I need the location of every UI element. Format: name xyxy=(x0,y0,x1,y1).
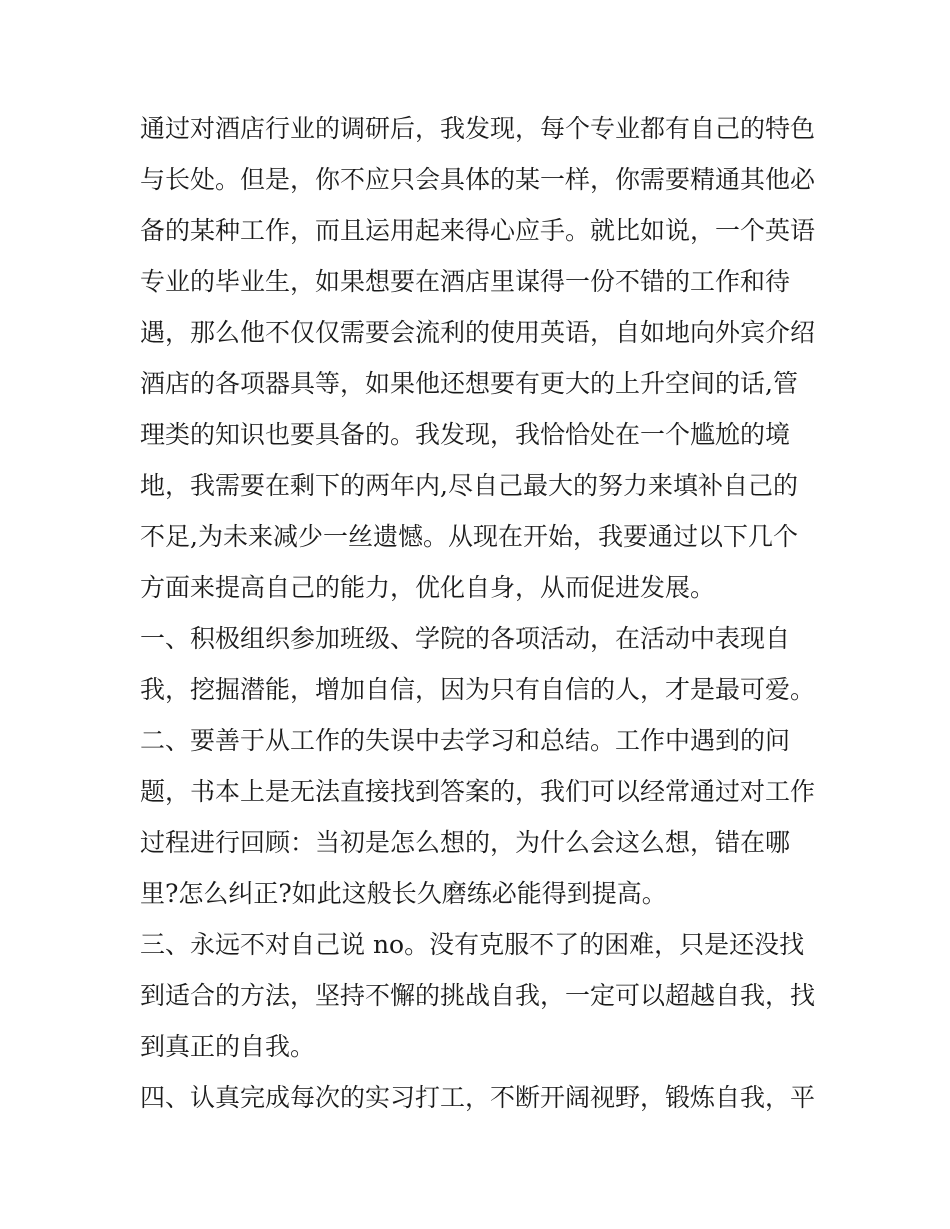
text-line-11: 一、积极组织参加班级、学院的各项活动，在活动中表现自 xyxy=(140,624,791,653)
text-line-10: 方面来提高自己的能力，优化自身，从而促进发展。 xyxy=(140,573,716,602)
text-line-4: 专业的毕业生，如果想要在酒店里谋得一份不错的工作和待 xyxy=(140,267,791,296)
text-line-18: 到适合的方法，坚持不懈的挑战自我，一定可以超越自我，找 xyxy=(140,981,816,1010)
text-line-14: 题，书本上是无法直接找到答案的，我们可以经常通过对工作 xyxy=(140,777,816,806)
text-line-7: 理类的知识也要具备的。我发现，我恰恰处在一个尴尬的境 xyxy=(140,420,791,449)
text-line-8: 地，我需要在剩下的两年内,尽自己最大的努力来填补自己的 xyxy=(140,471,798,500)
document-body xyxy=(140,103,820,1123)
text-line-6: 酒店的各项器具等，如果他还想要有更大的上升空间的话,管 xyxy=(140,369,798,398)
text-line-5: 遇，那么他不仅仅需要会流利的使用英语，自如地向外宾介绍 xyxy=(140,318,816,347)
text-line-13: 二、要善于从工作的失误中去学习和总结。工作中遇到的问 xyxy=(140,726,791,755)
text-line-12: 我，挖掘潜能，增加自信，因为只有自信的人，才是最可爱。 xyxy=(140,675,816,704)
text-line-9: 不足,为未来减少一丝遗憾。从现在开始，我要通过以下几个 xyxy=(140,522,798,551)
text-line-19: 到真正的自我。 xyxy=(140,1032,316,1061)
text-line-16: 里?怎么纠正?如此这般长久磨练必能得到提高。 xyxy=(140,879,667,908)
text-line-17: 三、永远不对自己说 no。没有克服不了的困难，只是还没找 xyxy=(140,930,805,959)
text-line-2: 与长处。但是，你不应只会具体的某一样，你需要精通其他必 xyxy=(140,165,816,194)
text-line-3: 备的某种工作，而且运用起来得心应手。就比如说，一个英语 xyxy=(140,216,816,245)
text-line-1: 通过对酒店行业的调研后，我发现，每个专业都有自己的特色 xyxy=(140,114,816,143)
text-line-20: 四、认真完成每次的实习打工，不断开阔视野，锻炼自我，平 xyxy=(140,1083,816,1112)
text-line-15: 过程进行回顾：当初是怎么想的，为什么会这么想，错在哪 xyxy=(140,828,791,857)
